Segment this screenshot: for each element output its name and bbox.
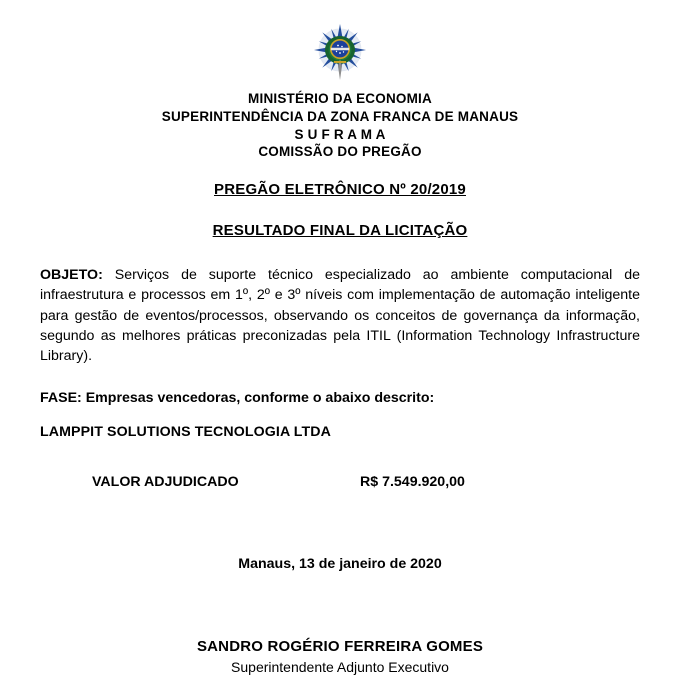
object-paragraph [40, 265, 640, 366]
page-title: PREGÃO ELETRÔNICO Nº 20/2019 [214, 181, 466, 199]
awarded-value-label: VALOR ADJUDICADO [92, 474, 239, 491]
awarded-value-amount: R$ 7.549.920,00 [360, 474, 465, 491]
fase-paragraph [40, 388, 640, 408]
header-line-ministry: MINISTÉRIO DA ECONOMIA [248, 91, 432, 106]
page-subtitle: RESULTADO FINAL DA LICITAÇÃO [212, 222, 468, 240]
signature-block [40, 638, 640, 675]
organization-header [40, 90, 640, 161]
header-line-superintendence: SUPERINTENDÊNCIA DA ZONA FRANCA DE MANAUS [161, 108, 519, 124]
signatory-role: Superintendente Adjunto Executivo [231, 659, 449, 675]
crest-container [40, 0, 640, 90]
fase-label: FASE: [40, 390, 82, 407]
winning-company: LAMPPIT SOLUTIONS TECNOLOGIA LTDA [40, 424, 331, 441]
brazil-coat-of-arms-icon [308, 22, 372, 84]
signatory-name: SANDRO ROGÉRIO FERREIRA GOMES [196, 638, 484, 656]
header-line-suframa: S U F R A M A [294, 126, 386, 142]
fase-text: Empresas vencedoras, conforme o abaixo descrito: [81, 390, 435, 407]
awarded-value-row [40, 474, 640, 490]
object-text: Serviços de suporte técnico especializado ao ambiente computacional de infraestrutura e processos em 1º, 2º e 3º níveis com implementação de automação inteligente para gestão de eventos/processos, observando os conceitos de governança da informação, segundo as melhores práticas preconizadas pela ITIL (Information Technology Infrastructure Library). [40, 267, 640, 364]
object-label: OBJETO: [40, 267, 103, 284]
document-title-block [40, 181, 640, 239]
header-line-commission: COMISSÃO DO PREGÃO [258, 144, 422, 160]
city-and-date: Manaus, 13 de janeiro de 2020 [238, 556, 442, 573]
